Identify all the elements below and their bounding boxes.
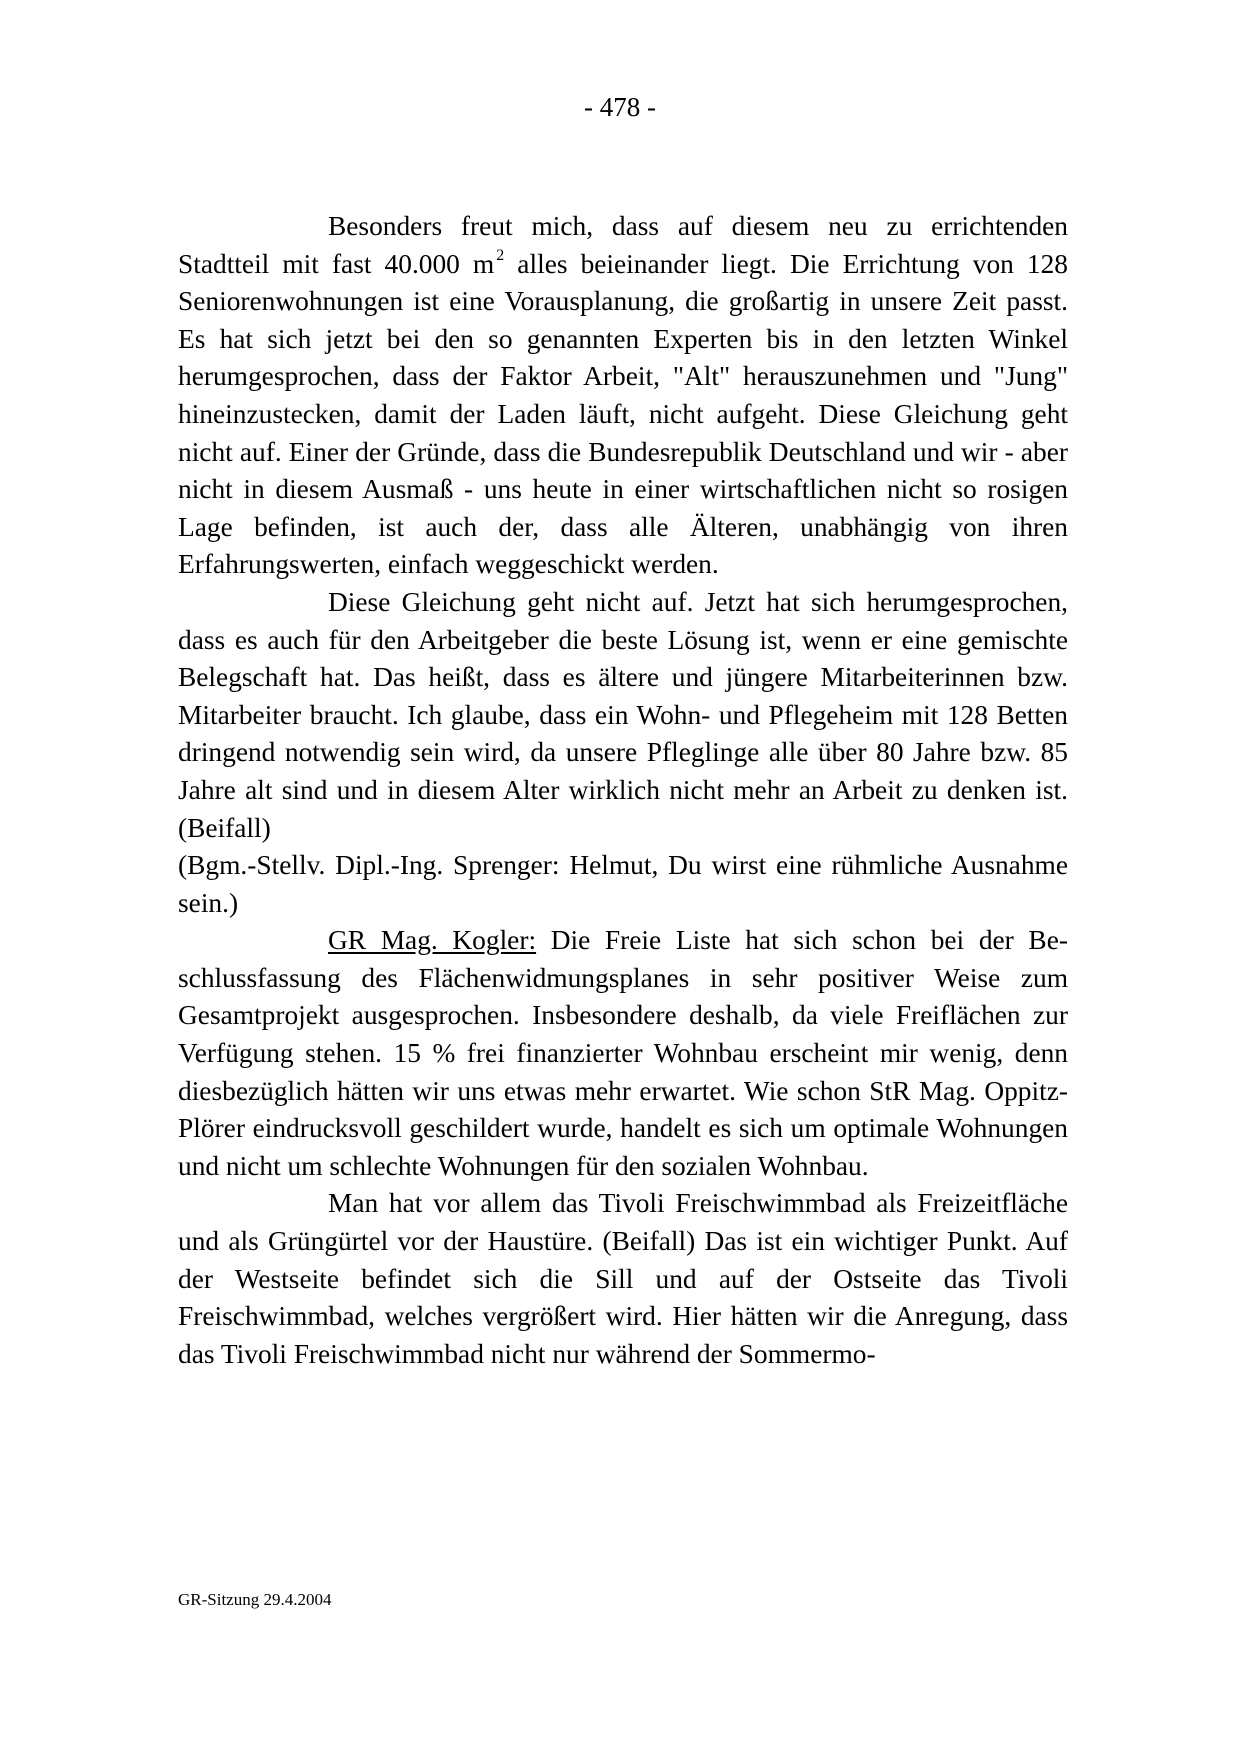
interjection-paragraph: (Bgm.-Stellv. Dipl.-Ing. Sprenger: Helmut, Du wirst eine rühmliche Ausnahme sein.) (178, 850, 1068, 918)
paragraph-4-text: Die Freie Liste hat sich schon bei der Beschlussfassung des Flächenwidmungsplanes in sehr positiver Weise zum Gesamtprojekt ausgesprochen. Insbesondere deshalb, da viele Freiflächen zur Verfügung stehen. 15 % frei finanzierter Wohnbau erscheint mir wenig, denn diesbezüglich hätten wir uns etwas mehr erwartet. Wie schon StR Mag. Oppitz-Plörer eindrucksvoll geschildert wurde, handelt es sich um optimale Wohnungen und nicht um schlechte Wohnungen für den sozialen Wohnbau. (178, 925, 1068, 1181)
paragraph-4 (178, 922, 1068, 1185)
speaker-name: GR Mag. Kogler: (328, 925, 537, 956)
page-number: - 478 - (584, 92, 656, 122)
footer-session-date: GR-Sitzung 29.4.2004 (178, 1590, 332, 1609)
paragraph-1-text-end: alles beieinander liegt. Die Errichtung von 128 Seniorenwohnungen ist eine Vorausplanung, die großartig in unsere Zeit passt. Es hat sich jetzt bei den so genannten Experten bis in den letzten Winkel herumgesprochen, dass der Faktor Arbeit, "Alt" herauszunehmen und "Jung" hineinzustecken, damit der Laden läuft, nicht aufgeht. Diese Gleichung geht nicht auf. Einer der Gründe, dass die Bundesrepublik Deutschland und wir - aber nicht in diesem Ausmaß - uns heute in einer wirtschaftlichen nicht so rosigen Lage befinden, ist auch der, dass alle Älteren, unabhängig von ihren Erfahrungswerten, einfach weggeschickt werden. (178, 248, 1069, 580)
paragraph-1 (178, 208, 1068, 584)
paragraph-1-text-start: Besonders freut mich, dass auf diesem neu zu errichtenden Stadtteil mit fast 40.000 m (178, 211, 1068, 279)
superscript-2: 2 (496, 246, 505, 264)
paragraph-5: Man hat vor allem das Tivoli Freischwimmbad als Freizeitfläche und als Grüngürtel vor der Haustüre. (Beifall) Das ist ein wichtiger Punkt. Auf der Westseite befindet sich die Sill und auf der Ostseite das Tivoli Freischwimmbad, welches vergrößert wird. Hier hätten wir die Anregung, dass das Tivoli Freischwimmbad nicht nur während der Sommermo- (178, 1188, 1068, 1369)
document-body (178, 208, 1068, 1373)
paragraph-2: Diese Gleichung geht nicht auf. Jetzt hat sich herumgesprochen, dass es auch für den Arbeitgeber die beste Lösung ist, wenn er eine gemischte Belegschaft hat. Das heißt, dass es ältere und jüngere Mitarbeiterinnen bzw. Mitarbeiter braucht. Ich glaube, dass ein Wohn- und Pflegeheim mit 128 Betten dringend notwendig sein wird, da unsere Pfleglinge alle über 80 Jahre bzw. 85 Jahre alt sind und in diesem Alter wirklich nicht mehr an Arbeit zu denken ist. (Beifall) (178, 586, 1068, 843)
